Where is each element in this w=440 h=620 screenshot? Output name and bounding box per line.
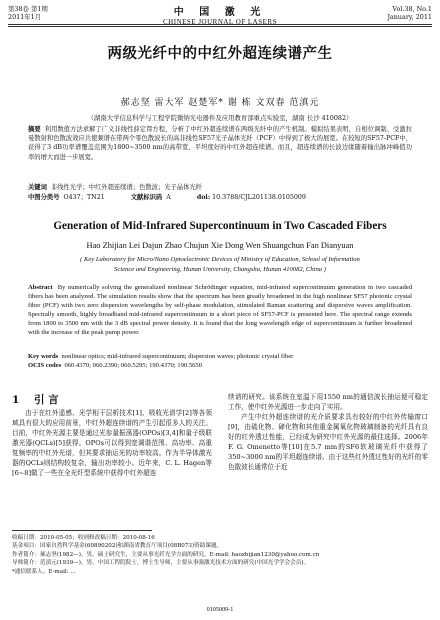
volume-cn: 第38卷 第1期: [8, 5, 48, 13]
header-rule: [8, 24, 432, 25]
ocis-text: 060.4370; 060.2390; 060.5295; 190.4370; 190.5650: [64, 362, 203, 369]
section-title: 引 言: [33, 394, 59, 406]
footnote-advisor-bio: 导师简介：范滇元(1939—)，男，中国工程院院士，博士生导师，主要从事强激光技术方面的研究(中国光学学会会员)。: [12, 560, 310, 567]
section-heading-1: [12, 392, 59, 407]
footnote-received: 收稿日期：2010-05-05；收到修改稿日期：2010-08-16: [12, 535, 155, 541]
authors-en: Hao Zhijian Lei Dajun Zhao Chujun Xie Dong Wen Shuangchun Fan Dianyuan: [86, 241, 354, 250]
keywords-cn-label: 关键词: [28, 184, 47, 191]
abstract-en: [28, 283, 412, 347]
doc-code-label: 文献标识码: [130, 194, 163, 201]
journal-name-en: CHINESE JOURNAL OF LASERS: [163, 18, 277, 26]
header-rule-thin: [8, 26, 432, 27]
keywords-en: [28, 352, 412, 361]
doi-value: 10.3788/CJL201138.0105009: [212, 194, 306, 201]
volume-en: Vol.38, No.1: [392, 5, 432, 13]
footnotes: [12, 534, 430, 576]
affiliation-en: [0, 255, 440, 274]
body-left-column: 由于在红外遥感、光学相干层析技术[1]、吸收光谱学[2]等各领域具有很大的应用前景，中红外超连续谱的产生引起很多人的关注。目前，中红外光源主要是通过光参量振荡器(OPOs)[3,4]和量子级联激光器(QCLs)[5]获得。OPOs可以得到宽调谐范围、高功率、高重复频率的中红外光谱，但其要求抽运光的功率较高。作为半导体激光器的QCLs则结构较复杂，输出功率较小。近年来，C. L. Hagen等[6~8]做了一些在全光纤型系统中获得中红外超连: [12, 409, 212, 477]
footnote-author-bio: 作者简介：郝志坚(1982—)，男，硕士研究生，主要从事光纤光学方面的研究。E-mail: haozhijian1230@yahoo.com.cn: [12, 551, 320, 558]
classification-cn: [28, 193, 412, 202]
keywords-cn-text: 非线性光学；中红外超连续谱；色散波；光子晶体光纤: [50, 184, 203, 191]
clc-value: O437；TN21: [63, 194, 105, 201]
authors-cn: 郝志坚 雷大军 赵楚军* 谢 栋 文双春 范滇元: [120, 98, 320, 108]
abstract-cn: [28, 125, 412, 172]
doi-label: doi:: [196, 194, 211, 201]
body-right-paragraph-2: 产生中红外超连续谱的光介质要求具有较好的中红外传输窗口[9]，由硫化物、碲化物和其他重金属氧化物玻璃制备的光纤具有良好的红外透过性能，已经成为研究中红外光源的最佳选择。2006年F. G. Omenetto等[10]在5.7 mm的SF6软玻璃光纤中获得了350~3000 nm的平坦超连续谱。由于这些红外透过性好的光纤的零色散波长通常位于近: [228, 413, 428, 471]
keywords-cn: [28, 183, 412, 192]
affiliation-cn: （湖南大学信息科学与工程学院微纳光电器件及应用教育部重点实验室，湖南 长沙 410082）: [87, 114, 353, 122]
date-en: January, 2011: [387, 13, 432, 21]
clc-label: 中图分类号: [28, 194, 60, 201]
journal-name-cn: 中 国 激 光: [173, 7, 267, 18]
keywords-en-text: nonlinear optics; mid-infrared supercontinuum; dispersion waves; photonic crystal fiber: [61, 353, 294, 360]
footnote-funding: 基金项目：国家自然科学基金(60890202)和湖南省教育厅项目(08B073)资助课题。: [12, 543, 223, 550]
header-center: [120, 3, 320, 26]
affiliation-en-line1: ( Key Laboratory for Micro/Nano Optoelectronic Devices of Ministry of Education, School of Information: [80, 256, 360, 263]
header-right: [387, 5, 432, 21]
ocis-codes: [28, 361, 412, 370]
section-number: 1: [12, 394, 20, 406]
footnote-correspondence: *通信联系人。E-mail: …: [12, 568, 76, 575]
page-number: 0105009-1: [206, 606, 234, 613]
header-left: [8, 5, 48, 21]
body-right-column: [228, 392, 428, 524]
body-right-paragraph-1: 续谱的研究。该系统在室温下用1550 nm的通信波长抽运便可稳定工作，使中红外光源进一步走向了实用。: [228, 393, 428, 411]
keywords-en-label: Key words: [28, 353, 59, 360]
title-cn: 两级光纤中的中红外超连续谱产生: [107, 45, 333, 62]
abstract-en-label: Abstract: [28, 284, 53, 291]
abstract-cn-text: 利用数值方法求解了广义非线性薛定谔方程，分析了中红外超连续谱在两级光纤中的产生机制。模拟结果表明，自相位调制、受激拉曼散射和色散波效应共使频谱在带两个零色散波长的高非线性SF57光子晶体光纤（PCF）中得到了极大的展宽。在较短的SF57-PCF中，获得了3 dB功率谱覆盖范围为1800~3500 nm的高带宽、平坦度好的中红外超连续谱。而且，超连续谱的长波边缘随着输出脉冲峰值功率的增大而进一步展宽。: [28, 126, 412, 161]
date-cn: 2011年1月: [8, 13, 42, 21]
doc-code-value: A: [166, 194, 171, 201]
footnote-rule: [12, 530, 152, 531]
abstract-cn-label: 摘要: [28, 126, 41, 133]
abstract-en-text: By numerically solving the generalized nonlinear Schrödinger equation, mid-infrared supercontinuum generation in two cascaded fibers has been analyzed. The simulation results show that the spectrum has been greatly broadened in the high nonlinear SF57 photonic crystal fiber (PCF) with two zero dispersion wavelengths by self-phase modulation, stimulated Raman scattering and dispersive waves amplification. Spectrally smooth, highly broadband mid-infrared supercontinuum in a short piece of SF57-PCF is presented here. The spectral range extends from 1800 to 3500 nm with the 3 dB spectral power density. It is found that the long wavelength edge of supercontinuum is further broadened with the increase of the peak pump power.: [28, 284, 412, 337]
ocis-label: OCIS codes: [28, 362, 62, 369]
affiliation-en-line2: Science and Engineering, Hunan University, Changsha, Hunan 410082, China ): [114, 265, 326, 273]
title-en: Generation of Mid-Infrared Supercontinuum in Two Cascaded Fibers: [53, 220, 387, 232]
